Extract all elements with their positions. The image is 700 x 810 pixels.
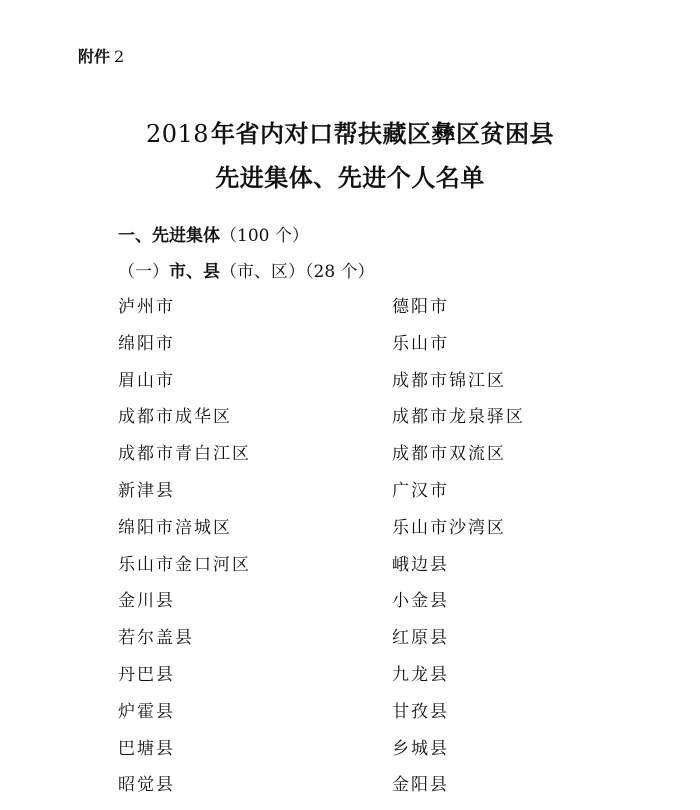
list-item: 泸州市 <box>118 297 175 317</box>
attachment-label <box>78 46 124 68</box>
list-item: 峨边县 <box>392 554 449 575</box>
list-item: 小金县 <box>392 591 449 612</box>
subsection-label: 市、县 <box>169 262 220 282</box>
document-title-line-1 <box>0 118 700 150</box>
title-line-1-text: 年省内对口帮扶藏区彝区贫困县 <box>211 120 555 148</box>
document-title-line-2: 先进集体、先进个人名单 <box>215 164 485 192</box>
list-item: 丹巴县 <box>118 664 175 685</box>
list-item: 眉山市 <box>118 370 175 391</box>
list-item: 金川县 <box>118 591 175 612</box>
list-item: 甘孜县 <box>392 701 449 722</box>
list-item: 绵阳市 <box>118 333 175 354</box>
list-item: 若尔盖县 <box>118 628 194 649</box>
section-count: （100 个） <box>220 226 309 246</box>
list-item: 巴塘县 <box>118 738 175 759</box>
attachment-number: 2 <box>114 47 125 66</box>
list-item: 德阳市 <box>392 297 449 317</box>
list-item: 红原县 <box>392 628 449 649</box>
section-heading <box>118 224 309 248</box>
list-item: 炉霍县 <box>118 701 175 722</box>
list-item: 九龙县 <box>392 664 449 685</box>
list-item: 成都市青白江区 <box>118 444 251 465</box>
list-item: 乐山市 <box>392 333 449 354</box>
list-item: 乡城县 <box>392 738 449 759</box>
list-item: 金阳县 <box>392 775 449 796</box>
list-item: 新津县 <box>118 480 175 501</box>
section-heading-text: 一、先进集体 <box>118 226 220 246</box>
subsection-rest: （市、区）（28 个） <box>220 262 375 282</box>
unit-list <box>118 294 598 809</box>
list-item: 成都市龙泉驿区 <box>392 407 525 428</box>
attachment-text: 附件 <box>78 47 111 66</box>
subsection-prefix: （一） <box>118 262 169 282</box>
list-item: 广汉市 <box>392 480 449 501</box>
title-year: 2018 <box>145 120 210 148</box>
list-item: 乐山市沙湾区 <box>392 517 506 538</box>
list-item: 乐山市金口河区 <box>118 554 251 575</box>
list-item: 绵阳市涪城区 <box>118 517 232 538</box>
list-item: 成都市成华区 <box>118 407 232 428</box>
list-item: 成都市双流区 <box>392 444 506 465</box>
list-item: 昭觉县 <box>118 775 175 796</box>
list-item: 成都市锦江区 <box>392 370 506 391</box>
subsection-heading <box>118 260 375 284</box>
